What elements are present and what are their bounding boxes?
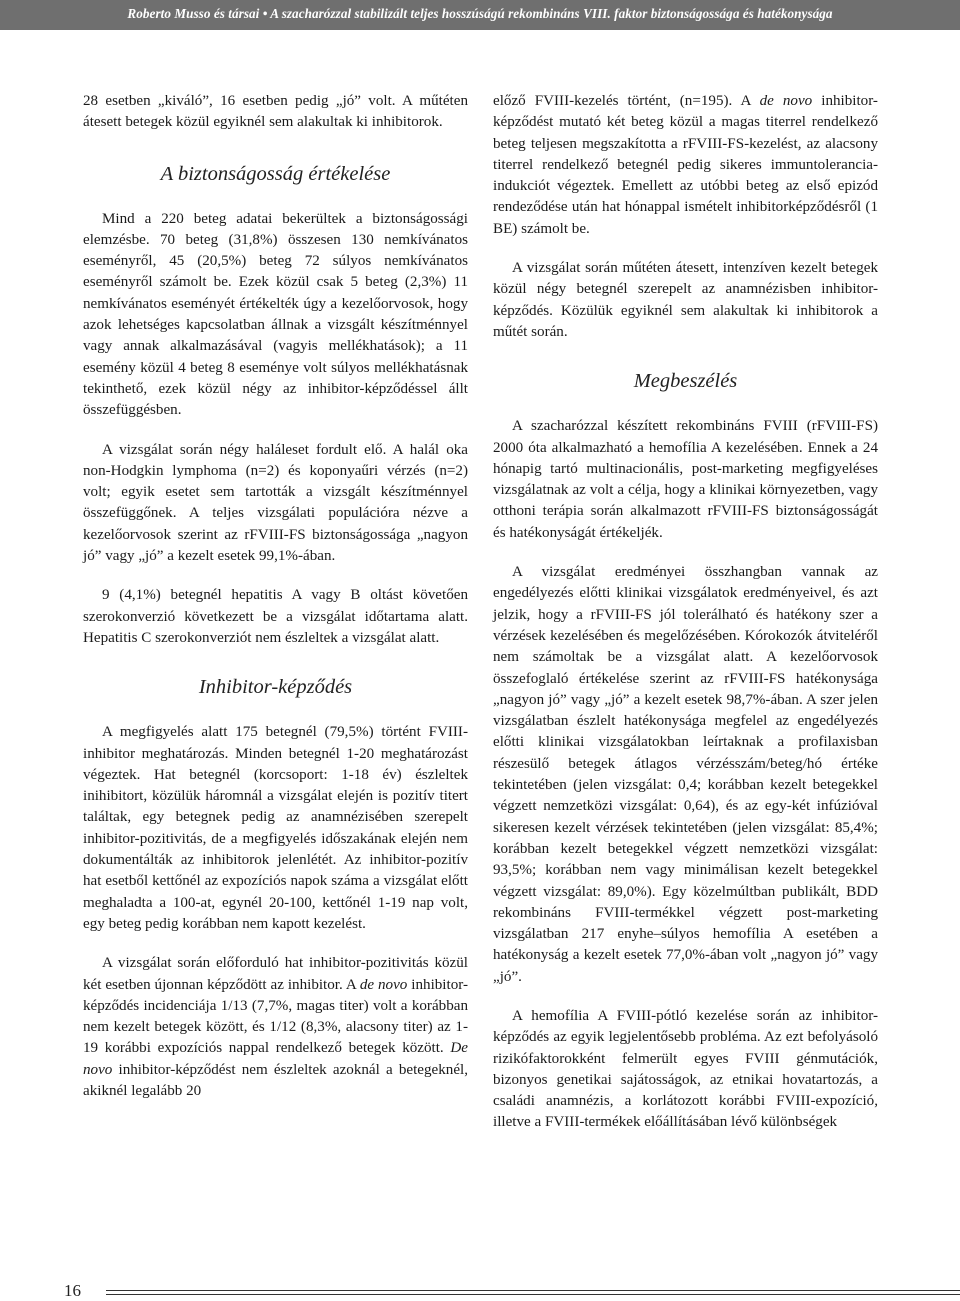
- paragraph: 9 (4,1%) betegnél hepatitis A vagy B oltást követően szerokonverzió következett be a vizsgálat időtartama alatt. Hepatitis C szerokonverziót nem észleltek a vizsgálat alatt.: [83, 587, 468, 646]
- text-run: A vizsgálat során előforduló hat inhibitor-pozitivitás közül két esetben újonnan képződött az inhibitor. A: [83, 955, 468, 993]
- paragraph: A szacharózzal készített rekombináns FVIII (rFVIII-FS) 2000 óta alkalmazható a hemofília A kezelésében. Ennek a 24 hónapig tartó multinacionális, post-marketing megfigyeléses vizsgálatnak az volt a célja, hogy a klinikai környezetben, vagy otthoni terápia során alkalmazott rFVIII-FS biztonságosságát és hatékonyságát értékeljék.: [493, 418, 878, 541]
- running-header: [0, 0, 960, 30]
- italic-term: De novo: [83, 1040, 468, 1078]
- section-heading-safety: A biztonságosság értékelése: [160, 162, 391, 185]
- italic-term: de novo: [759, 93, 813, 109]
- italic-term: de novo: [359, 976, 408, 993]
- paragraph: A vizsgálat során műtéten átesett, intenzíven kezelt betegek közül négy betegnél szerepelt az anamnézisben inhibitor-képződés. Közülük egyiknél sem alakultak ki inhibitorok a műtét során.: [493, 260, 878, 340]
- left-column: [83, 91, 468, 1120]
- paragraph: [83, 953, 468, 1102]
- text-run: inhibitor-képződést mutató két beteg közül a magas titerrel rendelkező beteg teljesen megszakította a rFVIII-FS-kezelést, az alacsony titerrel rendelkező betegnél pedig sikeres immuntolerancia-indukciót végeztek. Emellett az utóbbi beteg az első epizód rendeződése után hat hónappal ismételt inhibitorképződésről (1 BE) számolt be.: [493, 93, 878, 237]
- paragraph: A megfigyelés alatt 175 betegnél (79,5%) történt FVIII-inhibitor meghatározás. Minden betegnél 1-20 meghatározást végeztek. Hat betegnél (korcsoport: 1-18 év) észleltek inihibitort, közülük háromnál a vizsgálat elején is pozitív titert találtak, egy betegnek pedig az anamnézisében szerepelt inhibitor-pozitivitás, de a megfigyelés időszakának elején nem dokumentálták az inhibitorok jelenlétét. Az inhibitor-pozitív hat esetből kettőnél az expozíciós napok száma a vizsgálat előtt meghaladta a 100-at, egynél 20-100, kettőnél 1-19 nap volt, egy beteg pedig korábban nem kapott kezelést.: [83, 724, 468, 932]
- paragraph: 28 esetben „kiváló”, 16 esetben pedig „jó” volt. A műtéten átesett betegek közül egyiknél sem alakultak ki inhibitorok.: [83, 93, 468, 131]
- paragraph: A hemofília A FVIII-pótló kezelése során az inhibitor-képződés az egyik legjelentősebb probléma. Az ezt befolyásoló rizikófaktorokként felmerült egyes FVIII génmutációk, bizonyos genetikai sajátosságok, az etnikai hovatartozás, a családi anamnézis, a korlátozott korábbi FVIII-expozíció, illetve a FVIII-termékek előállításában lévő különbségek: [493, 1007, 878, 1131]
- running-title: Roberto Musso és társai • A szacharózzal stabilizált teljes hosszúságú rekombináns VIII. faktor biztonságossága és hatékonysága: [127, 6, 833, 21]
- paragraph: Mind a 220 beteg adatai bekerültek a biztonságossági elemzésbe. 70 beteg (31,8%) összesen 130 nemkívánatos eseményről, 45 (20,5%) beteg 72 súlyos nemkívánatos eseményről számolt be. Ezek közül csak 5 beteg (2,3%) 11 nemkívánatos eseményét értékelték úgy a kezelőorvosok, hogy azok lehetséges kapcsolatban állnak a vizsgált készítménnyel vagy annak alkalmazásával (vagyis mellékhatások); a 11 esemény közül 4 beteg 8 eseménye volt súlyos mellékhatásnak tekinthető, ezek közül négy az inhibitor-képződéssel állt összefüggésben.: [83, 210, 468, 419]
- section-heading-discussion: Megbeszélés: [633, 370, 738, 393]
- footer-rule: [106, 1290, 960, 1295]
- section-heading-inhibitor: Inhibitor-képződés: [198, 676, 353, 699]
- page-number: 16: [64, 1281, 81, 1300]
- paragraph: A vizsgálat eredményei összhangban vannak az engedélyezés előtti klinikai vizsgálatok eredményeivel, és azt jelzik, hogy a rFVIII-FS jól tolerálható és hatékony szer a vérzések kezelésében és megelőzésében. Kórokozók átviteléről nem számoltak be a vizsgálat alatt. A kezelőorvosok összefoglaló értékelése szerint az rFVIII-FS hatékonysága „nagyon jó” vagy „jó” a kezelt esetek 98,7%-ában. A szer jelen vizsgálatban észlelt hatékonysága megfelel az engedélyezés előtti klinikai vizsgálatokban leírtaknak a profilaxisban részesülő betegek átlagos vérzésszám/beteg/hó értéke tekintetében (jelen vizsgálat: 0,4; korábban kezelt betegekkel végzett nemzetközi vizsgálat: 0,64), és az egy-két infúzióval sikeresen kezelt vérzések tekintetében (jelen vizsgálat: 85,4%; korábban kezelt betegekkel végzett nemzetközi vizsgálat: 93,5%; korábban nem vagy minimálisan kezelt betegekkel végzett vizsgálat: 89,0%). Egy közelmúltban publikált, BDD rekombináns FVIII-termékkel végzett post-marketing vizsgálatban 217 enyhe–súlyos hemofília A esetében a hatékonyság a kezelt esetek 77,0%-ában volt „nagyon jó” vagy „jó”.: [493, 564, 878, 985]
- text-run: előző FVIII-kezelés történt, (n=195). A: [493, 93, 760, 109]
- text-run: inhibitor-képződést nem észleltek azoknál a betegeknél, akiknél legalább 20: [83, 1061, 468, 1099]
- paragraph: A vizsgálat során négy haláleset fordult elő. A halál oka non-Hodgkin lymphoma (n=2) és koponyaűri vérzés (n=2) volt; egyik esetet sem tartották a vizsgált készítménnyel összefüggőnek. A teljes vizsgálati populációra nézve a kezelőorvosok szerint az rFVIII-FS biztonságossága „nagyon jó” vagy „jó” a kezelt esetek 99,1%-ában.: [83, 441, 468, 565]
- paragraph: [493, 91, 878, 240]
- right-column: [493, 91, 878, 1152]
- text-run: inhibitor-képződés incidenciája 1/13 (7,7%, magas titer) volt a korábban nem kezelt betegek között, és 1/12 (8,3%, alacsony titer) az 1-19 korábbi expozíciós nappal rendelkező betegek között.: [83, 976, 468, 1057]
